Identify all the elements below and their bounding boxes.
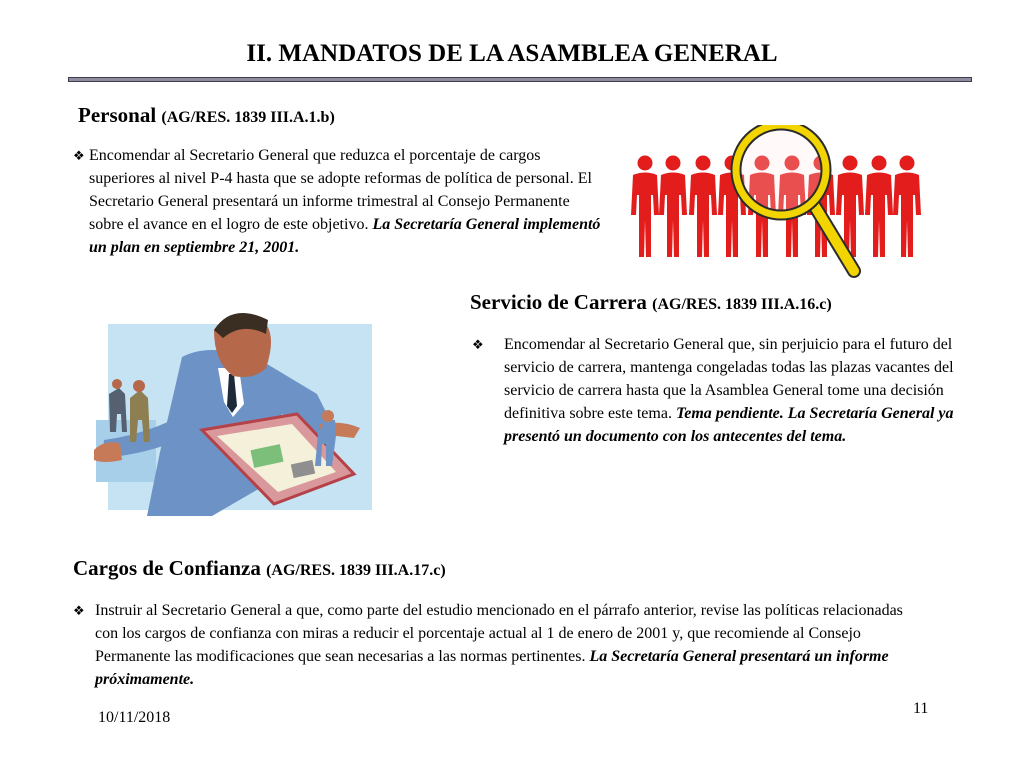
carrera-bullet [472, 333, 962, 448]
people-magnifier-illustration [626, 125, 926, 285]
businessman-illustration [92, 302, 377, 518]
personal-heading [78, 103, 335, 128]
carrera-heading [470, 290, 832, 315]
personal-reference: (AG/RES. 1839 III.A.1.b) [161, 109, 335, 126]
confianza-heading [73, 556, 446, 581]
bullet-diamond-icon: ❖ [73, 148, 85, 163]
slide-date: 10/11/2018 [98, 709, 171, 726]
slide-title: II. MANDATOS DE LA ASAMBLEA GENERAL [246, 40, 778, 67]
confianza-bullet [73, 599, 913, 691]
confianza-text: Instruir al Secretario General a que, como parte del estudio mencionado en el párrafo anterior, revise las políticas relacionadas con los cargos de confianza con miras a reducir el porcentaje actual al 1 de enero de 2001 y, que recomiende al Consejo Permanente las modificaciones que sean necesarias a las normas pertinentes. [95, 602, 903, 665]
confianza-status: La Secretaría General presentará un informe próximamente. [95, 648, 889, 688]
bullet-diamond-icon: ❖ [472, 337, 484, 352]
confianza-heading-label: Cargos de Confianza [73, 556, 261, 580]
personal-bullet [73, 144, 608, 259]
carrera-heading-label: Servicio de Carrera [470, 290, 647, 314]
bullet-diamond-icon: ❖ [73, 603, 85, 618]
carrera-status: Tema pendiente. La Secretaría General ya presentó un documento con los antecentes del tema. [504, 405, 954, 445]
title-divider [68, 77, 972, 82]
slide-page-number: 11 [913, 700, 929, 717]
personal-text: Encomendar al Secretario General que reduzca el porcentaje de cargos superiores al nivel P-4 hasta que se adopte reformas de política de personal. El Secretario General presentará un informe trimestral al Consejo Permanente sobre el avance en el logro de este objetivo. [89, 147, 592, 233]
carrera-reference: (AG/RES. 1839 III.A.16.c) [652, 296, 832, 313]
personal-status: La Secretaría General implementó un plan en septiembre 21, 2001. [89, 216, 601, 256]
carrera-text: Encomendar al Secretario General que, sin perjuicio para el futuro del servicio de carrera, mantenga congeladas todas las plazas vacantes del servicio de carrera hasta que la Asamblea General tome una decisión definitiva sobre este tema. [504, 336, 954, 422]
confianza-reference: (AG/RES. 1839 III.A.17.c) [266, 562, 446, 579]
personal-heading-label: Personal [78, 103, 157, 127]
